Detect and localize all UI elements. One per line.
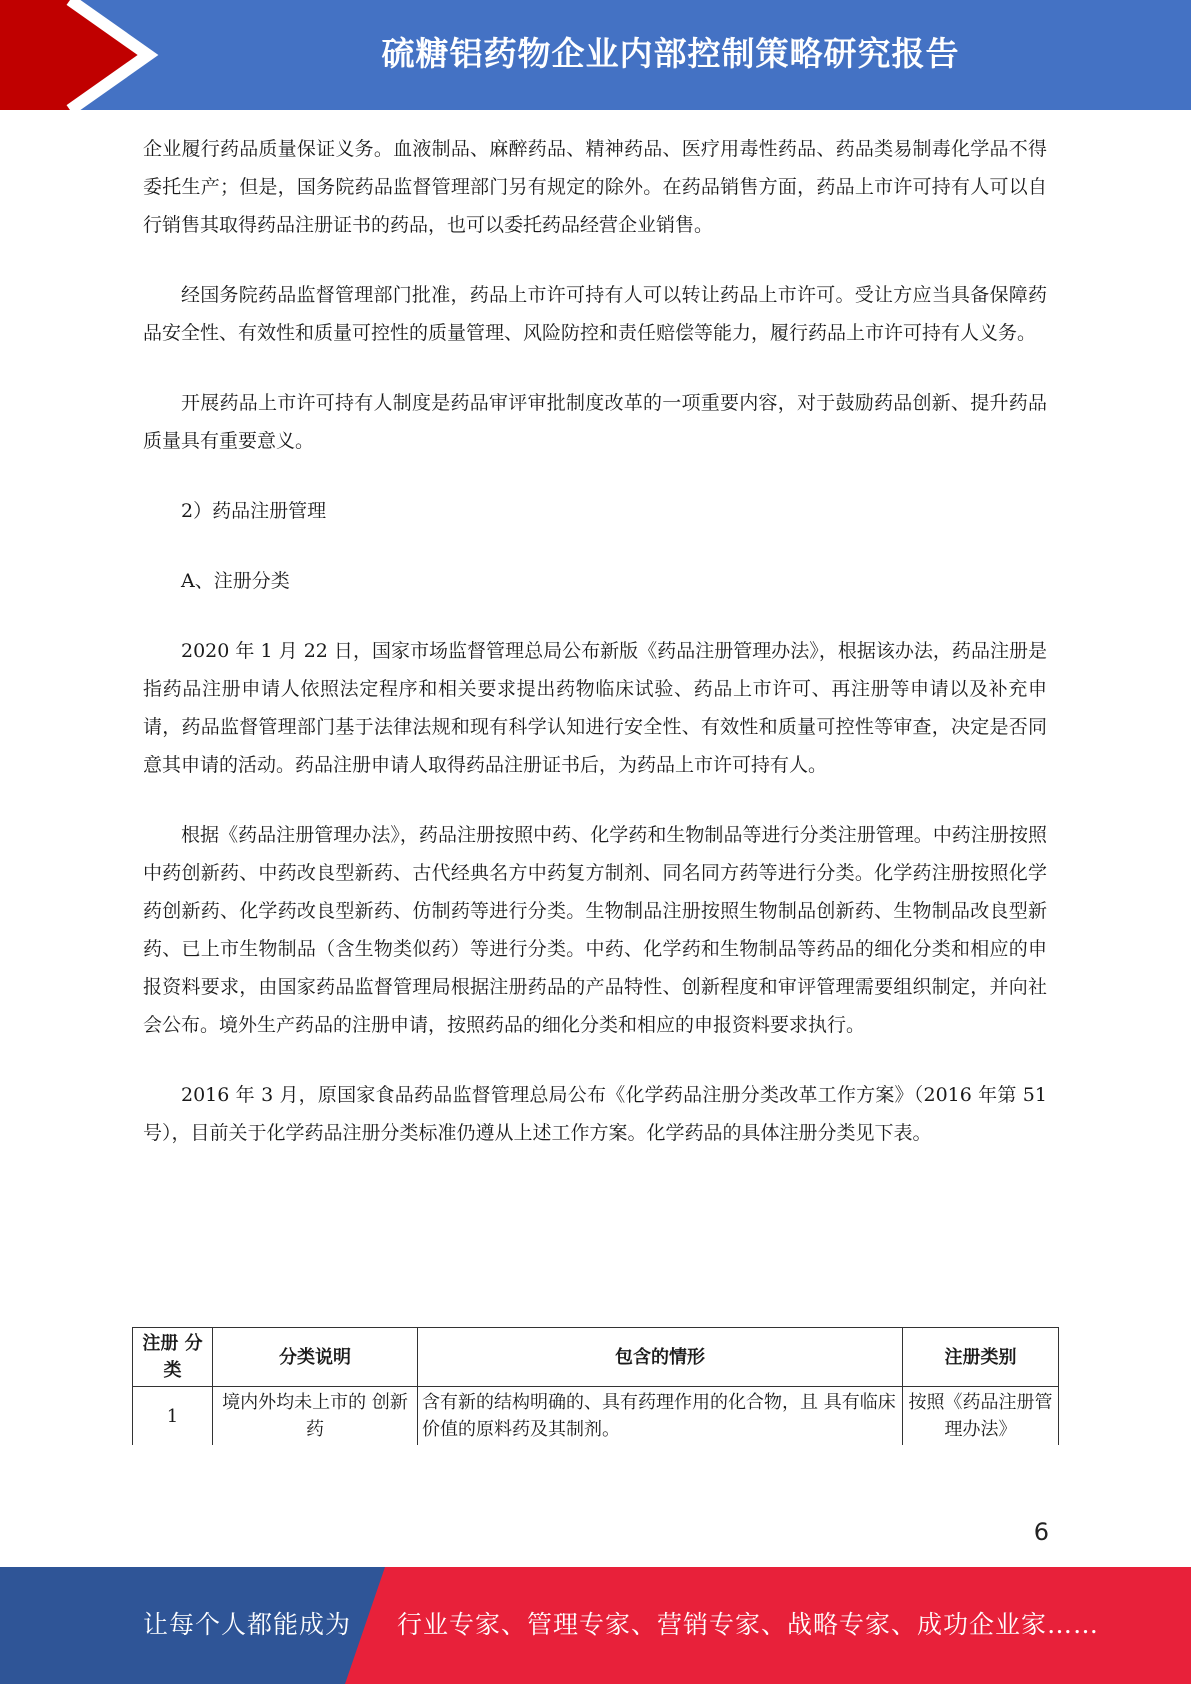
table-cell: 含有新的结构明确的、具有药理作用的化合物，且 具有临床价值的原料药及其制剂。 [418, 1387, 903, 1446]
footer-slogan-left: 让每个人都能成为 [143, 1610, 352, 1639]
paragraph: 根据《药品注册管理办法》，药品注册按照中药、化学药和生物制品等进行分类注册管理。中药注册按照中药创新药、中药改良型新药、古代经典名方中药复方制剂、同名同方药等进行分类。化学药注册按照化学药创新药、化学药改良型新药、仿制药等进行分类。生物制品注册按照生物制品创新药、生物制品改良型新药、已上市生物制品（含生物类似药）等进行分类。中药、化学药和生物制品等药品的细化分类和相应的申报资料要求，由国家药品监督管理局根据注册药品的产品特性、创新程度和审评管理需要组织制定，并向社会公布。境外生产药品的注册申请，按照药品的细化分类和相应的申报资料要求执行。 [143, 824, 1047, 1036]
paragraph: 经国务院药品监督管理部门批准，药品上市许可持有人可以转让药品上市许可。受让方应当具备保障药品安全性、有效性和质量可控性的质量管理、风险防控和责任赔偿等能力，履行药品上市许可持有人义务。 [143, 284, 1047, 344]
footer-slogan-right: 行业专家、管理专家、营销专家、战略专家、成功企业家…… [397, 1610, 1100, 1639]
table-header-cell: 包含的情形 [418, 1328, 903, 1387]
table-header-cell: 注册类别 [903, 1328, 1059, 1387]
paragraph: 开展药品上市许可持有人制度是药品审评审批制度改革的一项重要内容，对于鼓励药品创新、提升药品质量具有重要意义。 [143, 392, 1047, 452]
page-header [0, 0, 1191, 110]
page-number: 6 [1033, 1518, 1049, 1546]
registration-table [132, 1327, 1059, 1445]
paragraph: 2016 年 3 月，原国家食品药品监督管理总局公布《化学药品注册分类改革工作方案》（2016 年第 51 号），目前关于化学药品注册分类标准仍遵从上述工作方案。化学药品的具体注册分类见下表。 [143, 1084, 1047, 1144]
table-cell: 境内外均未上市的 创新药 [213, 1387, 418, 1446]
table-header-cell: 注册 分类 [133, 1328, 213, 1387]
table-header-cell: 分类说明 [213, 1328, 418, 1387]
table-header-row [133, 1328, 1059, 1387]
chevron-arrow-icon [0, 0, 160, 110]
report-title: 硫糖铝药物企业内部控制策略研究报告 [381, 34, 960, 73]
section-heading: 2）药品注册管理 [181, 500, 327, 522]
body-text [143, 130, 1047, 1184]
table-cell: 按照《药品注册管理办法》 [903, 1387, 1059, 1446]
table-cell: 1 [133, 1387, 213, 1446]
paragraph: 企业履行药品质量保证义务。血液制品、麻醉药品、精神药品、医疗用毒性药品、药品类易制毒化学品不得委托生产；但是，国务院药品监督管理部门另有规定的除外。在药品销售方面，药品上市许可持有人可以自行销售其取得药品注册证书的药品，也可以委托药品经营企业销售。 [143, 138, 1047, 236]
paragraph: 2020 年 1 月 22 日，国家市场监督管理总局公布新版《药品注册管理办法》，根据该办法，药品注册是指药品注册申请人依照法定程序和相关要求提出药物临床试验、药品上市许可、再注册等申请以及补充申请，药品监督管理部门基于法律法规和现有科学认知进行安全性、有效性和质量可控性等审查，决定是否同意其申请的活动。药品注册申请人取得药品注册证书后，为药品上市许可持有人。 [143, 640, 1047, 776]
page-footer [0, 1567, 1191, 1684]
subsection-heading: A、注册分类 [181, 570, 290, 592]
table-row [133, 1387, 1059, 1446]
